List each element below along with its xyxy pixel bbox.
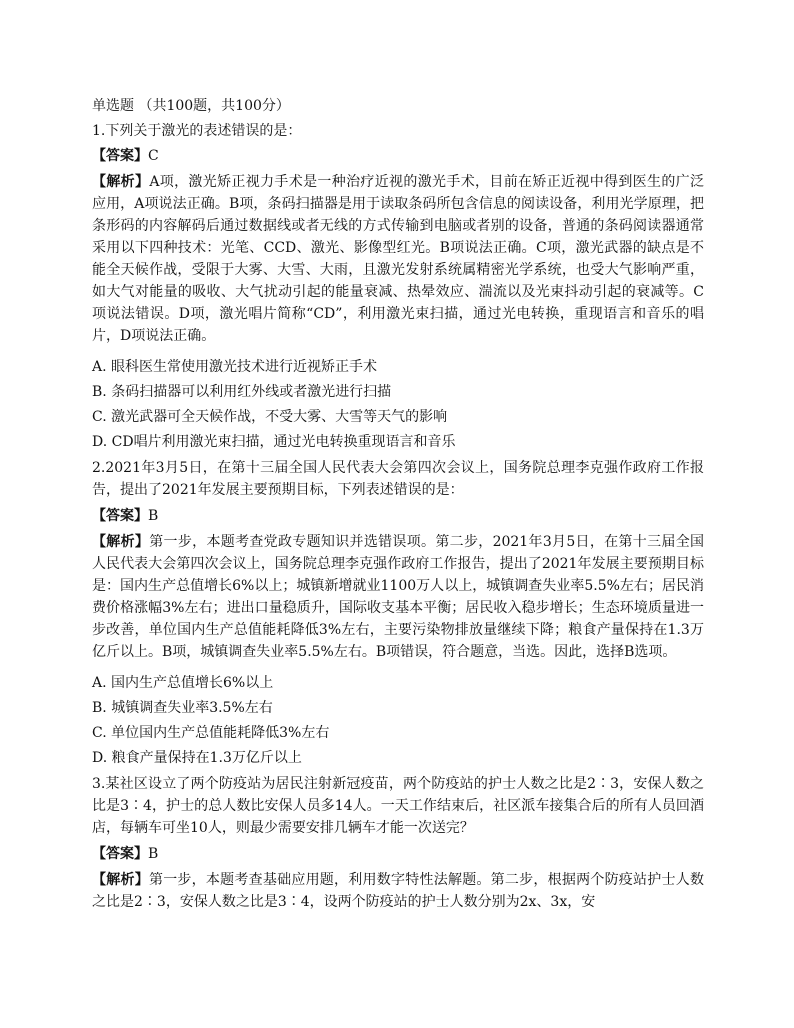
answer-label: 【答案】 [92,508,148,524]
option-b: B. 条码扫描器可以利用红外线或者激光进行扫描 [92,384,392,400]
analysis-paragraph [92,171,704,347]
analysis-text: 第一步，本题考查党政专题知识并选错误项。第二步，2021年3月5日，在第十三届全国人民代表大会第四次会议上，国务院总理李克强作政府工作报告，提出了2021年发展主要预期目标是：国内生产总值增长6%以上；城镇新增就业1100万人以上，城镇调查失业率5.5%左右；居民消费价格涨幅3%左右；进出口量稳质升，国际收支基本平衡；居民收入稳步增长；生态环境质量进一步改善，单位国内生产总值能耗降低3%左右，主要污染物排放量继续下降；粮食产量保持在1.3万亿斤以上。B项，城镇调查失业率5.5%左右。B项错误，符合题意，当选。因此，选择B选项。 [92,534,704,660]
answer-line [92,146,704,166]
analysis-text: A项，激光矫正视力手术是一种治疗近视的激光手术，目前在矫正近视中得到医生的广泛应用，A项说法正确。B项，条码扫描器是用于读取条码所包含信息的阅读设备，利用光学原理，把条形码的内容解码后通过数据线或者无线的方式传输到电脑或者别的设备，普通的条码阅读器通常采用以下四种技术：光笔、CCD、激光、影像型红光。B项说法正确。C项，激光武器的缺点是不能全天候作战，受限于大雾、大雪、大雨，且激光发射系统属精密光学系统，也受大气影响严重，如大气对能量的吸收、大气扰动引起的能量衰减、热晕效应、湍流以及光束抖动引起的衰减等。C项说法错误。D项，激光唱片简称“CD”，利用激光束扫描，通过光电转换，重现语言和音乐的唱片，D项说法正确。 [92,174,705,344]
answer-value: B [148,846,159,862]
answer-value: C [148,148,159,164]
analysis-paragraph [92,531,704,663]
question-stem: 3.某社区设立了两个防疫站为居民注射新冠疫苗，两个防疫站的护士人数之比是2∶3，安保人数之比是3∶4，护士的总人数比安保人员多14人。一天工作结束后，社区派车接集合后的所有人员回酒店，每辆车可坐10人，则最少需要安排几辆车才能一次送完？ [92,776,704,836]
analysis-label: 【解析】 [92,174,150,190]
answer-label: 【答案】 [92,148,148,164]
answer-line [92,844,704,864]
section-title: 单选题 （共100题，共100分） [92,98,290,114]
question-stem: 1.下列关于激光的表述错误的是： [92,123,302,139]
answer-line [92,506,704,526]
document-page [92,96,704,913]
answer-label: 【答案】 [92,846,148,862]
analysis-label: 【解析】 [92,872,149,888]
option-c: C. 激光武器可全天候作战，不受大雾、大雪等天气的影响 [92,409,448,425]
option-c: C. 单位国内生产总值能耗降低3%左右 [92,725,330,741]
analysis-paragraph [92,869,704,913]
analysis-label: 【解析】 [92,534,150,550]
option-d: D. 粮食产量保持在1.3万亿斤以上 [92,750,302,766]
option-d: D. CD唱片利用激光束扫描，通过光电转换重现语言和音乐 [92,434,456,450]
option-a: A. 眼科医生常使用激光技术进行近视矫正手术 [92,359,378,375]
answer-value: B [148,508,159,524]
analysis-text: 第一步，本题考查基础应用题，利用数字特性法解题。第二步，根据两个防疫站护士人数之比是2∶3，安保人数之比是3∶4，设两个防疫站的护士人数分别为2x、3x，安 [92,872,704,910]
option-b: B. 城镇调查失业率3.5%左右 [92,700,273,716]
question-stem: 2.2021年3月5日，在第十三届全国人民代表大会第四次会议上，国务院总理李克强作政府工作报告，提出了2021年发展主要预期目标，下列表述错误的是： [92,460,704,498]
option-a: A. 国内生产总值增长6%以上 [92,675,274,691]
